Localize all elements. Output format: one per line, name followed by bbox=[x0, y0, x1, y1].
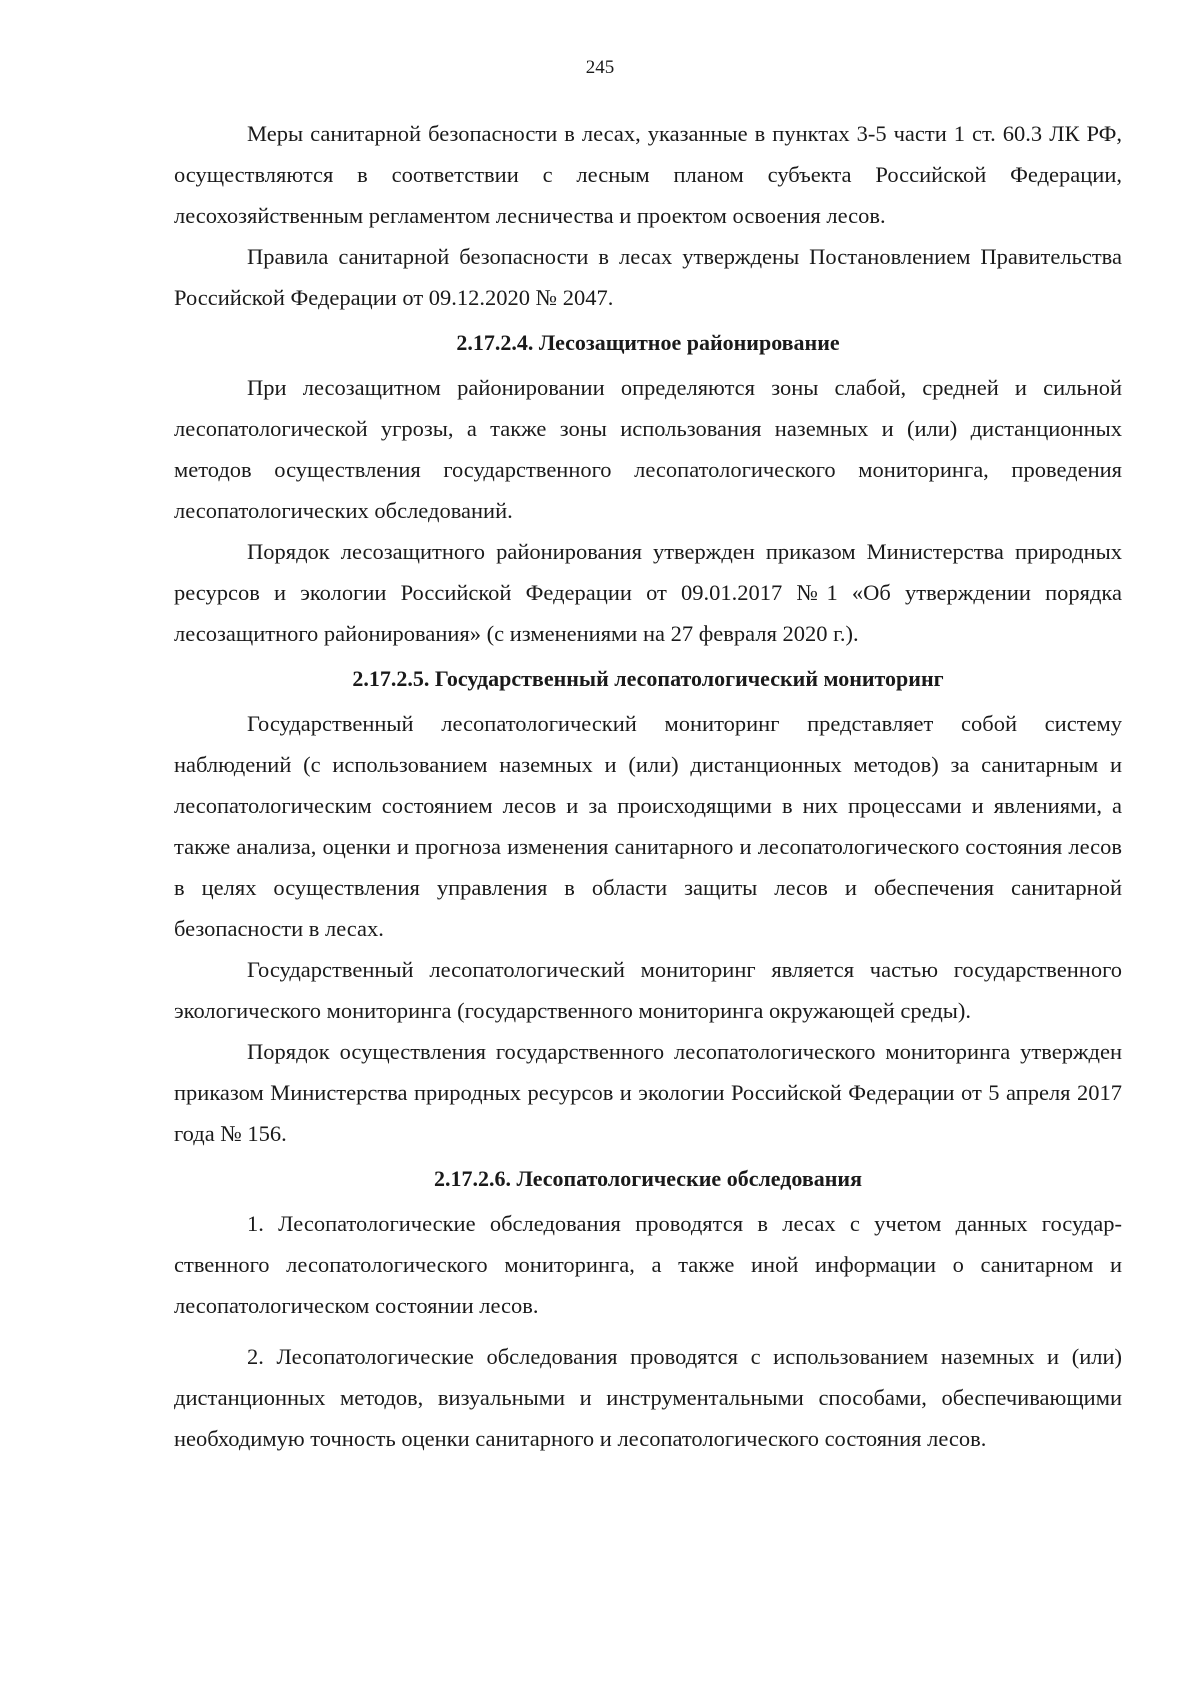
paragraph-zoning-order: Порядок лесозащитного районирования утвержден приказом Министерства природных ресурсов и экологии Российской Федерации от 09.01.2017 №1 «Об утверждении порядка лесозащитного районирования» (с изменениями на 27 февраля 2020 г.). bbox=[174, 539, 1122, 646]
heading-pathology-surveys: 2.17.2.6. Лесопатологические обследования bbox=[433, 1166, 862, 1191]
paragraph-monitoring-order: Порядок осуществления государственного лесопатологического мониторинга утвержден приказом Министерства природных ресурсов и экологии Российской Федерации от 5 апреля 2017 года № 156. bbox=[174, 1039, 1122, 1146]
heading-forest-protection-zoning: 2.17.2.4. Лесозащитное районирование bbox=[456, 330, 840, 355]
paragraph-zoning-zones: При лесозащитном районировании определяются зоны слабой, средней и сильной лесопатологической угрозы, а также зоны использования наземных и (или) дистанционных методов осуществления государственного лесопатологического мониторинга, проведения лесопатологических обследований. bbox=[174, 375, 1122, 523]
paragraph-surveys-item-2: 2. Лесопатологические обследования проводятся с использованием наземных и (или) дистанционных методов, визуальными и инструментальными способами, обеспечивающими необходимую точность оценки санитарного и лесопатологического состояния лесов. bbox=[174, 1344, 1122, 1451]
paragraph-monitoring-definition: Государственный лесопатологический мониторинг представляет собой систему наблюдений (с использованием наземных и (или) дистанционных методов) за санитарным и лесопатологическим состоянием лесов и за происходящими в них процессами и явлениями, а также анализа, оценки и прогноза изменения санитарного и лесопатологического состояния лесов в целях осуществления управления в области защиты лесов и обеспечения санитарной безопасности в лесах. bbox=[174, 711, 1122, 941]
page-number: 245 bbox=[585, 57, 615, 78]
heading-state-monitoring: 2.17.2.5. Государственный лесопатологический мониторинг bbox=[352, 666, 944, 691]
paragraph-sanitary-rules: Правила санитарной безопасности в лесах утверждены Постановлением Правительства Российской Федерации от 09.12.2020 № 2047. bbox=[174, 244, 1122, 310]
paragraph-monitoring-part: Государственный лесопатологический мониторинг является частью государственного экологического мониторинга (государственного мониторинга окружающей среды). bbox=[174, 957, 1122, 1023]
paragraph-surveys-item-1: 1. Лесопатологические обследования проводятся в лесах с учетом данных государственного лесопатологического мониторинга, а также иной информации о санитарном и лесопатологическом состоянии лесов. bbox=[174, 1211, 1122, 1318]
document-body bbox=[174, 113, 1122, 1459]
paragraph-sanitary-measures: Меры санитарной безопасности в лесах, указанные в пунктах 3-5 части 1 ст. 60.3 ЛК РФ, осуществляются в соответствии с лесным планом субъекта Российской Федерации, лесохозяйственным регламентом лесничества и проектом освоения лесов. bbox=[174, 121, 1122, 228]
